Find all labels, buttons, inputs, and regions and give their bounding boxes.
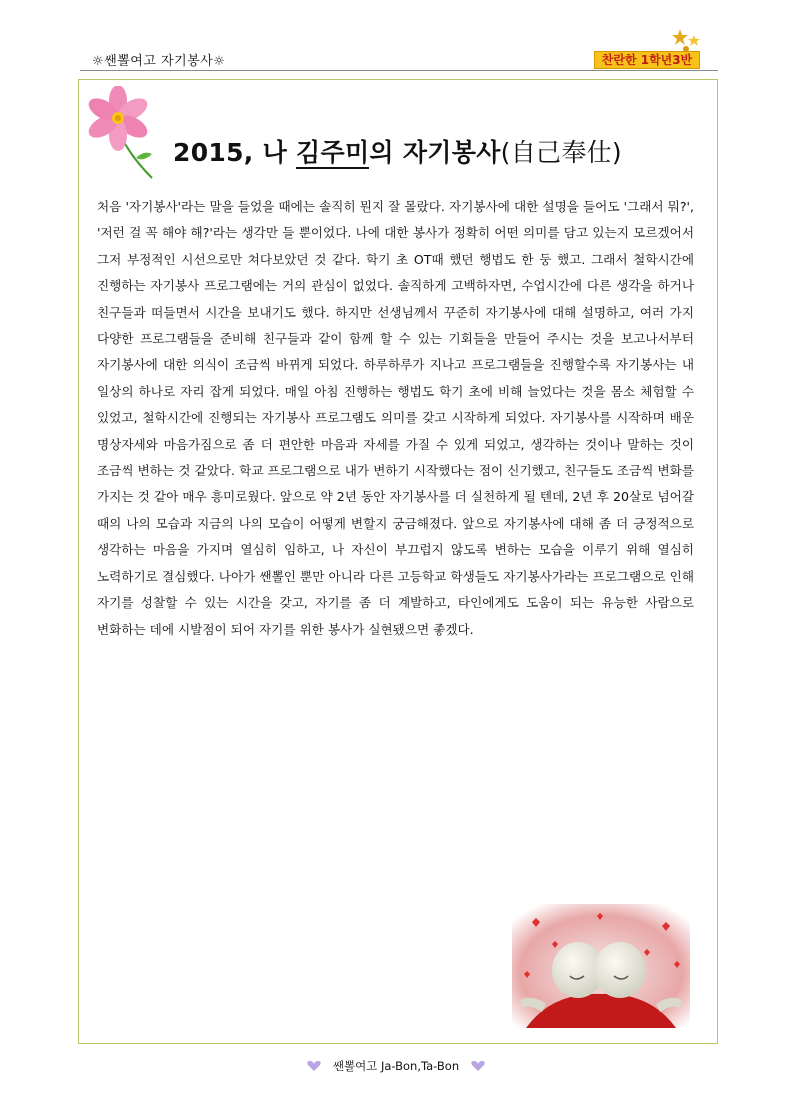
pink-cosmos-flower-icon — [86, 86, 166, 182]
title-author-name: 김주미 — [296, 138, 370, 167]
essay-body: 처음 '자기봉사'라는 말을 들었을 때에는 솔직히 뭔지 잘 몰랐다. 자기봉사에 대한 설명을 들어도 '그래서 뭐?', '저런 걸 꼭 해야 해?'라는 생각만 들 뿐이었다. 나에 대한 봉사가 정확히 어떤 의미를 담고 있는지 모르겠어서 그저 부정적인 시선으로만 쳐다보았던 것 같다. 학기 초 OT때 했던 행법도 한 둥 했고. 그래서 철학시간에 진행하는 자기봉사 프로그램에는 거의 관심이 없었다. 솔직하게 고백하자면, 수업시간에 다른 생각을 하거나 친구들과 떠들면서 시간을 보내기도 했다. 하지만 선생님께서 꾸준히 자기봉사에 대해 설명하고, 여러 가지 다양한 프로그램들을 준비해 친구들과 같이 함께 할 수 있는 기회들을 만들어 주시는 것을 보고나서부터 자기봉사에 대한 의식이 조금씩 바뀌게 되었다. 하루하루가 지나고 프로그램들을 진행할수록 자기봉사는 내 일상의 하나로 자리 잡게 되었다. 매일 아침 진행하는 행법도 학기 초에 비해 늘었다는 것을 몸소 체험할 수 있었고, 철학시간에 진행되는 자기봉사 프로그램도 의미를 갖고 시작하게 되었다. 자기봉사를 시작하며 배운 명상자세와 마음가짐으로 좀 더 편안한 마음과 자세를 가질 수 있게 되었고, 생각하는 것이나 말하는 것이 조금씩 변하는 것 같았다. 학교 프로그램으로 내가 변하기 시작했다는 점이 신기했고, 친구들도 조금씩 변화를 가지는 것 같아 매우 흥미로웠다. 앞으로 약 2년 동안 자기봉사를 더 실천하게 될 텐데, 2년 후 20살로 넘어갈 때의 나의 모습과 지금의 나의 모습이 어떻게 변할지 궁금해졌다. 앞으로 자기봉사에 대해 좀 더 긍정적으로 생각하는 마음을 가지며 열심히 임하고, 나 자신이 부끄럽지 않도록 변하는 모습을 이루기 위해 열심히 노력하기로 결심했다. 나아가 쌘뽈인 뿐만 아니라 다른 고등학교 학생들도 자기봉사가라는 프로그램으로 인해 자기를 성찰할 수 있는 시간을 갖고, 자기를 좀 더 계발하고, 타인에게도 도움이 되는 유능한 사람으로 변화하는 데에 시발점이 되어 자기를 위한 봉사가 실현됐으면 좋겠다. — [97, 199, 694, 637]
gold-stars-icon — [670, 27, 702, 53]
lavender-heart-icon — [307, 1060, 321, 1072]
header-title: ☼쌘뽈여고 자기봉사☼ — [92, 54, 226, 69]
document-title — [173, 133, 622, 169]
title-prefix: 2015, 나 — [173, 138, 297, 167]
class-badge — [594, 51, 700, 69]
title-hanja: (自己奉仕) — [500, 138, 622, 167]
footer — [0, 1058, 792, 1074]
class-badge-label: 찬란한 1학년3반 — [601, 53, 693, 67]
two-hugging-figures-with-hearts-illustration — [512, 904, 690, 1028]
lavender-heart-icon — [471, 1060, 485, 1072]
footer-text: 쌘뽈여고 Ja-Bon,Ta-Bon — [332, 1059, 460, 1073]
title-suffix: 의 자기봉사 — [369, 138, 501, 167]
header-divider — [80, 70, 718, 71]
